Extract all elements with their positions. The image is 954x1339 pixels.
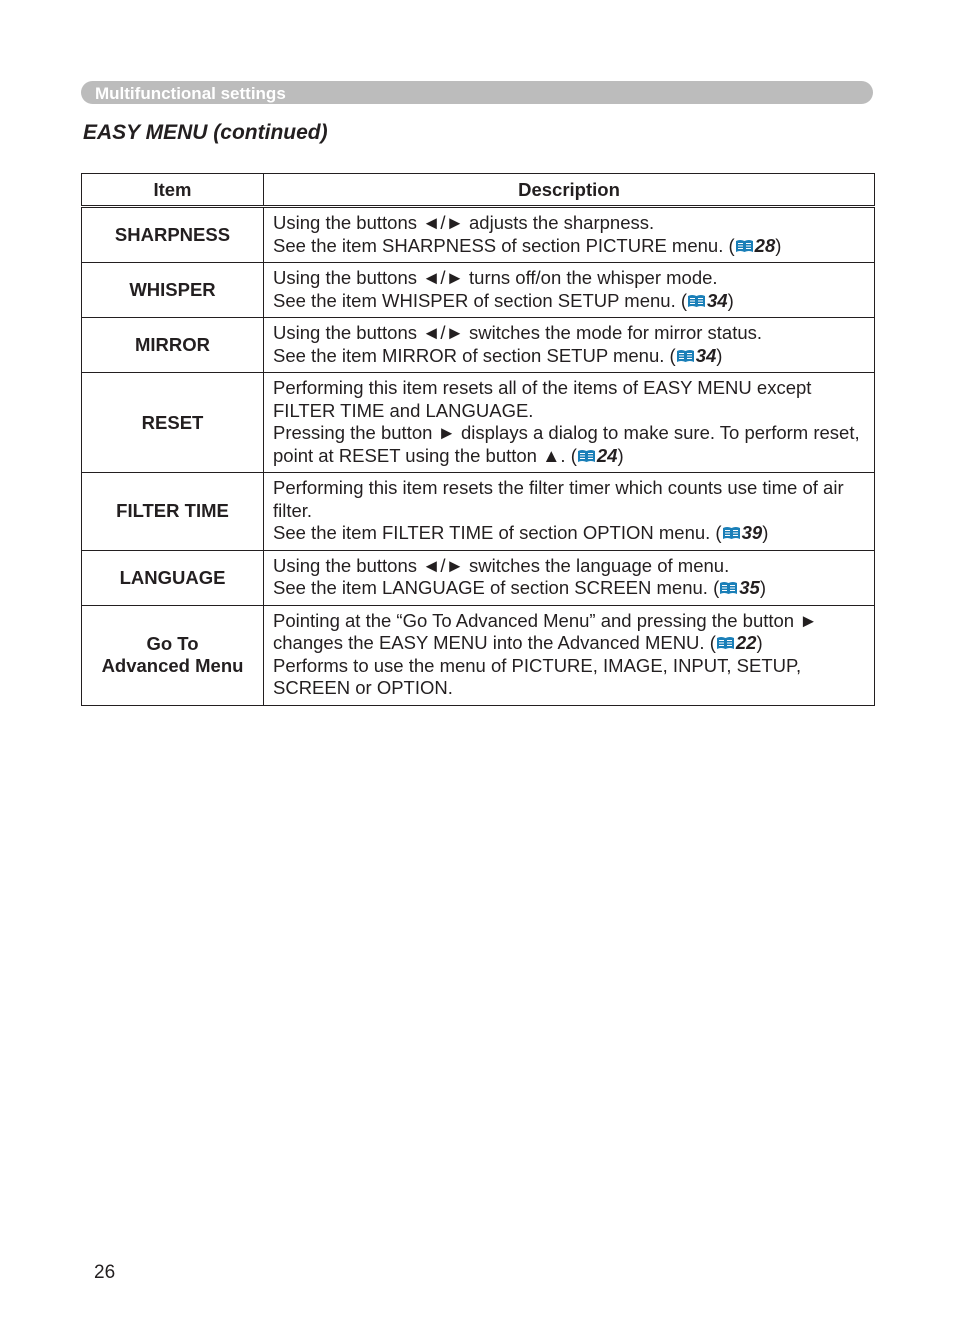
- book-icon: [722, 526, 741, 540]
- description-line: [273, 610, 866, 655]
- table-header-row: [82, 174, 875, 207]
- description-line: [273, 377, 866, 422]
- description-line: [273, 322, 866, 345]
- book-icon: [735, 239, 754, 253]
- description-text: See the item LANGUAGE of section SCREEN menu. (: [273, 577, 720, 598]
- page-reference: 22: [735, 632, 757, 653]
- column-header-description: Description: [264, 174, 875, 207]
- reference-close: ): [759, 577, 766, 598]
- description-line: [273, 522, 866, 545]
- page-title: EASY MENU (continued): [83, 121, 328, 144]
- table-row: [82, 263, 875, 318]
- description-line: [273, 290, 866, 313]
- description-text: Performs to use the menu of PICTURE, IMAGE, INPUT, SETUP, SCREEN or OPTION.: [273, 654, 802, 698]
- description-text: See the item SHARPNESS of section PICTURE menu. (: [273, 234, 735, 256]
- description-line: [273, 655, 866, 700]
- page-reference: 35: [739, 577, 760, 598]
- table-row: [82, 318, 875, 373]
- description-text: Pointing at the “Go To Advanced Menu” and pressing the button ► changes the EASY MENU into the Advanced MENU. (: [273, 609, 818, 653]
- description-text: Performing this item resets all of the items of EASY MENU except FILTER TIME and LANGUAGE.: [273, 377, 812, 421]
- description-line: [273, 422, 866, 467]
- page-reference: 39: [741, 522, 763, 543]
- description-text: Pressing the button ► displays a dialog to make sure. To perform reset, point at RESET using the button ▲. (: [273, 422, 860, 466]
- table-row: [82, 550, 875, 605]
- book-icon: [716, 636, 735, 650]
- page-reference: 28: [754, 234, 776, 256]
- section-banner: [81, 81, 873, 104]
- item-description: [264, 207, 875, 263]
- description-line: [273, 345, 866, 368]
- reference-close: ): [727, 289, 734, 311]
- description-line: [273, 555, 866, 578]
- table-row: [82, 207, 875, 263]
- table-row: [82, 605, 875, 705]
- reference-close: ): [716, 344, 723, 366]
- page-number: 26: [94, 1262, 116, 1283]
- book-icon: [676, 349, 695, 363]
- item-description: [264, 473, 875, 551]
- reference-close: ): [762, 522, 769, 543]
- table-row: [82, 473, 875, 551]
- item-name: MIRROR: [82, 318, 264, 373]
- description-text: Performing this item resets the filter timer which counts use time of air filter.: [273, 477, 844, 521]
- description-text: Using the buttons ◄/► switches the language of menu.: [273, 554, 730, 576]
- page-reference: 34: [695, 344, 717, 366]
- description-text: Using the buttons ◄/► adjusts the sharpness.: [273, 212, 655, 233]
- description-line: [273, 267, 866, 290]
- reference-close: ): [775, 234, 782, 256]
- item-description: [264, 605, 875, 705]
- item-name: RESET: [82, 373, 264, 473]
- item-description: [264, 318, 875, 373]
- item-description: [264, 263, 875, 318]
- description-line: [273, 477, 866, 522]
- item-name: FILTER TIME: [82, 473, 264, 551]
- item-description: [264, 373, 875, 473]
- reference-close: ): [617, 444, 624, 466]
- item-description: [264, 550, 875, 605]
- description-text: Using the buttons ◄/► turns off/on the whisper mode.: [273, 267, 718, 288]
- description-text: See the item WHISPER of section SETUP menu. (: [273, 289, 688, 311]
- column-header-item: Item: [82, 174, 264, 207]
- description-line: [273, 577, 866, 600]
- page-reference: 24: [596, 444, 618, 466]
- book-icon: [719, 581, 738, 595]
- item-name: WHISPER: [82, 263, 264, 318]
- item-name: SHARPNESS: [82, 207, 264, 263]
- book-icon: [687, 294, 706, 308]
- easy-menu-table: [81, 173, 875, 706]
- description-line: [273, 235, 866, 258]
- item-name: Go To Advanced Menu: [82, 605, 264, 705]
- book-icon: [577, 449, 596, 463]
- page-reference: 34: [707, 289, 728, 311]
- table-row: [82, 373, 875, 473]
- reference-close: ): [756, 632, 763, 653]
- item-name: LANGUAGE: [82, 550, 264, 605]
- description-text: See the item MIRROR of section SETUP menu. (: [273, 344, 676, 366]
- section-label: Multifunctional settings: [95, 84, 286, 103]
- description-text: See the item FILTER TIME of section OPTION menu. (: [273, 522, 722, 543]
- description-line: [273, 212, 866, 235]
- description-text: Using the buttons ◄/► switches the mode for mirror status.: [273, 322, 763, 343]
